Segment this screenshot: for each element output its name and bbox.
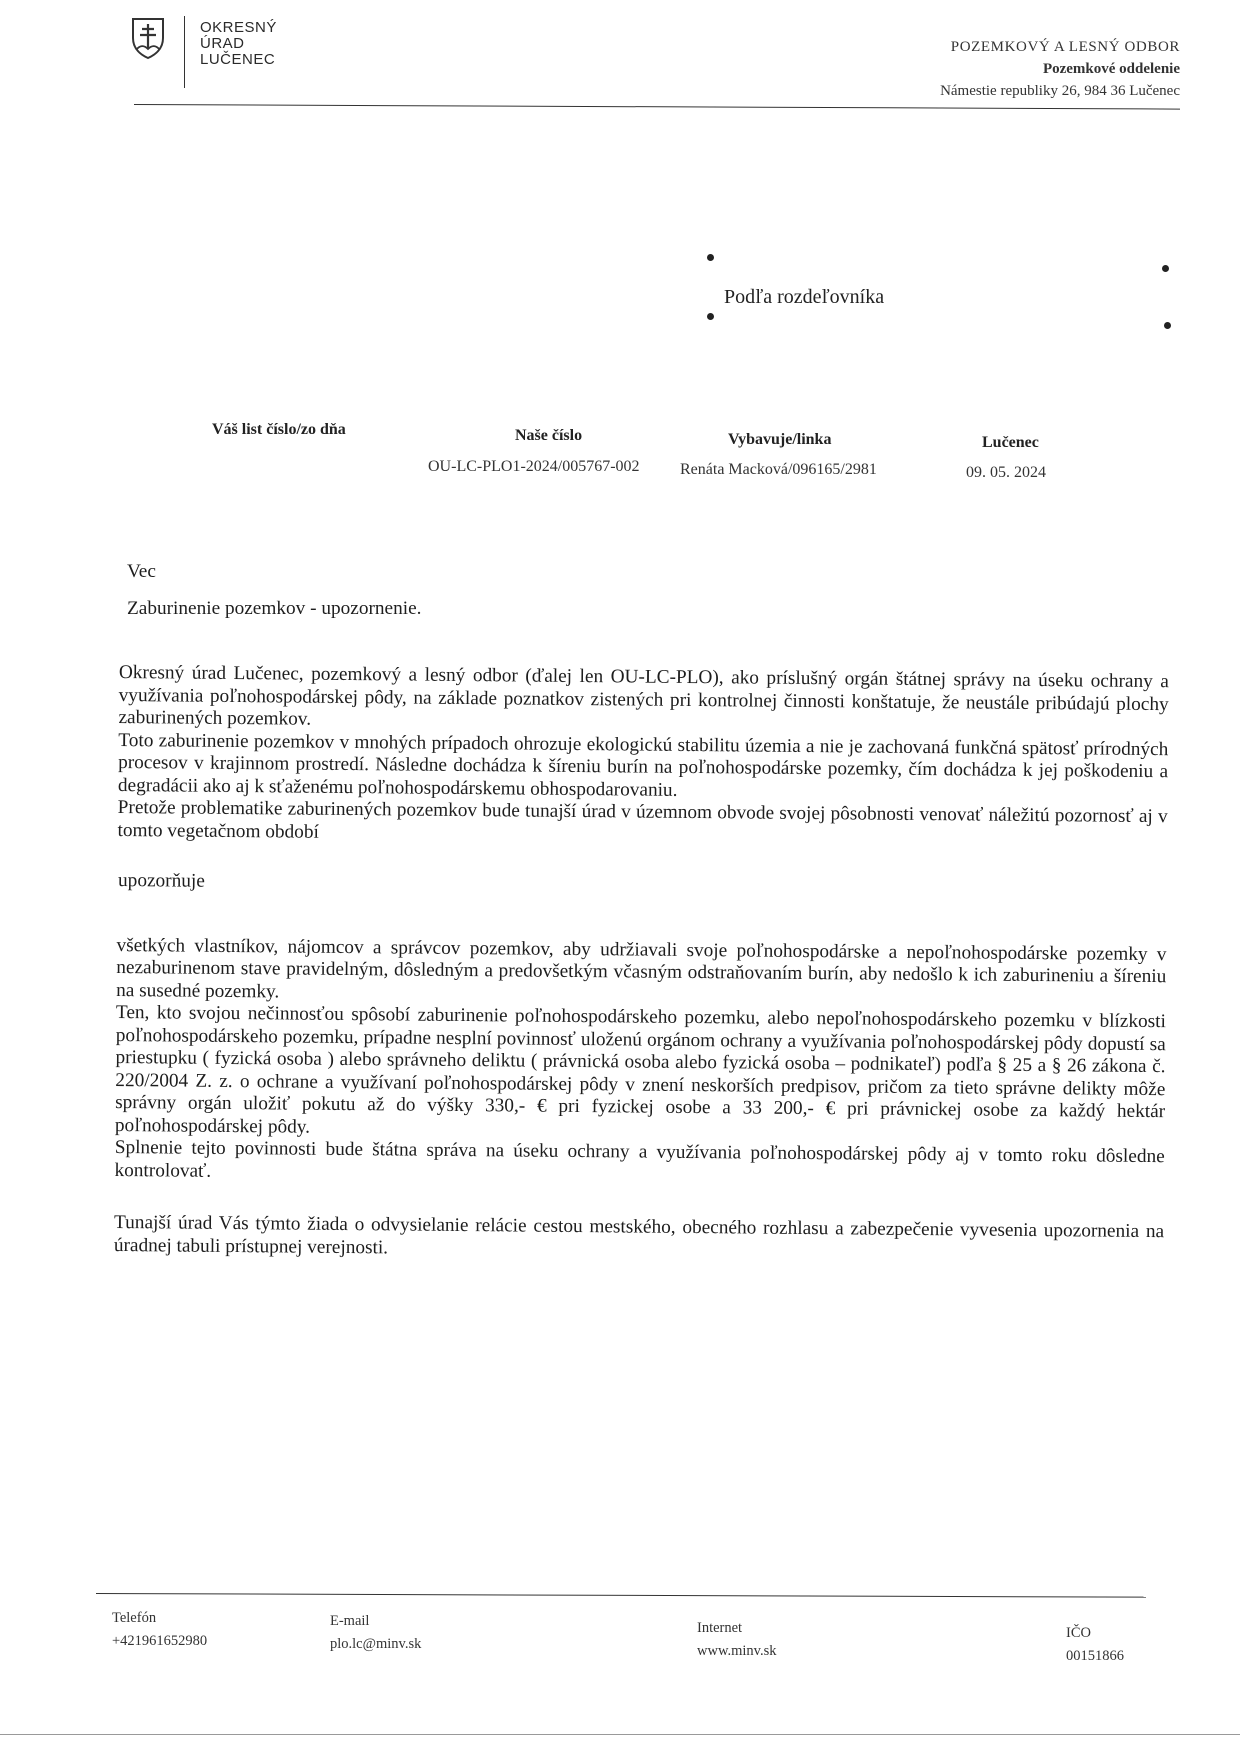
footer-internet bbox=[697, 1620, 776, 1660]
email-label: E-mail bbox=[330, 1613, 370, 1629]
city-label: Lučenec bbox=[982, 434, 1039, 451]
body-paragraph: Okresný úrad Lučenec, pozemkový a lesný odbor (ďalej len OU-LC-PLO), ako príslušný orgán štátnej správy na úseku ochrany a využívania poľnohospodárskej pôdy, na základe poznatkov zistených pri kontrolnej činnosti konštatuje, že neustále pribúdajú plochy zaburinených pozemkov. bbox=[118, 662, 1169, 730]
email-value: plo.lc@minv.sk bbox=[330, 1636, 422, 1652]
scan-edge-line bbox=[0, 1734, 1240, 1735]
body-paragraph: všetkých vlastníkov, nájomcov a správcov pozemkov, aby udržiavali svoje poľnohospodárske a nepoľnohospodárske pozemky v nezaburinenom stave pravidelným, dôsledným a predovšetkým včasným odstraňovaním burín, aby nedošlo k ich zaburineniu a šíreniu na susedné pozemky. bbox=[116, 934, 1167, 1002]
footer-rule bbox=[96, 1593, 1146, 1598]
ico-value: 00151866 bbox=[1066, 1648, 1124, 1664]
internet-label: Internet bbox=[697, 1620, 743, 1636]
footer-email bbox=[330, 1613, 421, 1653]
punch-dot bbox=[1162, 265, 1169, 272]
body-paragraph: Tunajší úrad Vás týmto žiada o odvysielanie relácie cestou mestského, obecného rozhlasu a zabezpečenie vyvesenia upozornenia na úradnej tabuli prístupnej verejnosti. bbox=[113, 1211, 1165, 1258]
your-letter-label: Váš list číslo/zo dňa bbox=[212, 421, 346, 438]
subject-text: Zaburinenie pozemkov - upozornenie. bbox=[127, 598, 422, 619]
handled-by-value: Renáta Macková/096165/2981 bbox=[680, 461, 877, 478]
phone-value: +421961652980 bbox=[112, 1633, 208, 1649]
our-number-label: Naše číslo bbox=[515, 427, 583, 444]
punch-dot bbox=[707, 313, 714, 320]
recipient: Podľa rozdeľovníka bbox=[724, 286, 885, 308]
org-name bbox=[200, 20, 277, 68]
org-line-3: LUČENEC bbox=[200, 51, 276, 68]
department-block bbox=[940, 36, 1180, 102]
phone-label: Telefón bbox=[112, 1610, 157, 1626]
punch-dot bbox=[707, 254, 714, 261]
ico-label: IČO bbox=[1066, 1625, 1091, 1641]
org-line-1: OKRESNÝ bbox=[200, 19, 277, 36]
department-name: POZEMKOVÝ A LESNÝ ODBOR bbox=[950, 39, 1180, 55]
handled-by-label: Vybavuje/linka bbox=[728, 431, 832, 448]
internet-value: www.minv.sk bbox=[697, 1643, 777, 1659]
body-keyword: upozorňuje bbox=[118, 870, 205, 892]
body-paragraph: Ten, kto svojou nečinnosťou spôsobí zaburinenie poľnohospodárskeho pozemku, alebo nepoľnohospodárskeho pozemku v blízkosti poľnohospodárskeho pozemku, prípadne nesplní povinnosť uloženú orgánom ochrany a využívania poľnohospodárskej pôdy dopustí sa priestupku ( fyzická osoba ) alebo správneho deliktu ( právnická osoba alebo fyzická osoba – podnikateľ) podľa § 25 a § 26 zákona č. 220/2004 Z. z. o ochrane a využívaní poľnohospodárskej pôdy v znení neskorších predpisov, pričom za tieto správne delikty môže správny orgán uložiť pokutu až do výšky 330,- € pri fyzickej osobe a 33 200,- € pri právnickej osobe za každý hektár poľnohospodárskej pôdy. bbox=[114, 1001, 1166, 1138]
coat-of-arms-icon bbox=[130, 16, 166, 60]
body-paragraph: Splnenie tejto povinnosti bude štátna správa na úseku ochrany a využívania poľnohospodárskej pôdy aj v tomto roku dôsledne kontrolovať. bbox=[114, 1136, 1165, 1182]
footer-ico bbox=[1066, 1625, 1124, 1665]
footer-phone bbox=[112, 1610, 207, 1650]
coat-of-arms-logo bbox=[130, 16, 166, 65]
letter-body bbox=[114, 662, 1169, 1266]
address: Námestie republiky 26, 984 36 Lučenec bbox=[940, 83, 1180, 99]
logo-divider bbox=[184, 16, 185, 88]
header-rule bbox=[134, 104, 1180, 110]
our-number-value: OU-LC-PLO1-2024/005767-002 bbox=[428, 458, 640, 475]
date-value: 09. 05. 2024 bbox=[966, 464, 1046, 481]
body-paragraph: Pretože problematike zaburinených pozemkov bude tunajší úrad v územnom obvode svojej pôsobnosti venovať náležitú pozornosť aj v tomto vegetačnom období bbox=[117, 796, 1168, 843]
body-paragraph: Toto zaburinenie pozemkov v mnohých prípadoch ohrozuje ekologickú stabilitu územia a nie je zachovaná funkčná spätosť prírodných procesov v krajinnom prostredí. Následne dochádza k šíreniu burín na poľnohospodárske pozemky, čím dochádza k jej poškodeniu a degradácii ako aj k sťaženému poľnohospodárskemu obhospodarovaniu. bbox=[117, 729, 1169, 801]
punch-dot bbox=[1164, 322, 1171, 329]
section-name: Pozemkové oddelenie bbox=[1042, 61, 1180, 77]
subject-label: Vec bbox=[127, 561, 156, 582]
org-line-2: ÚRAD bbox=[200, 35, 245, 52]
